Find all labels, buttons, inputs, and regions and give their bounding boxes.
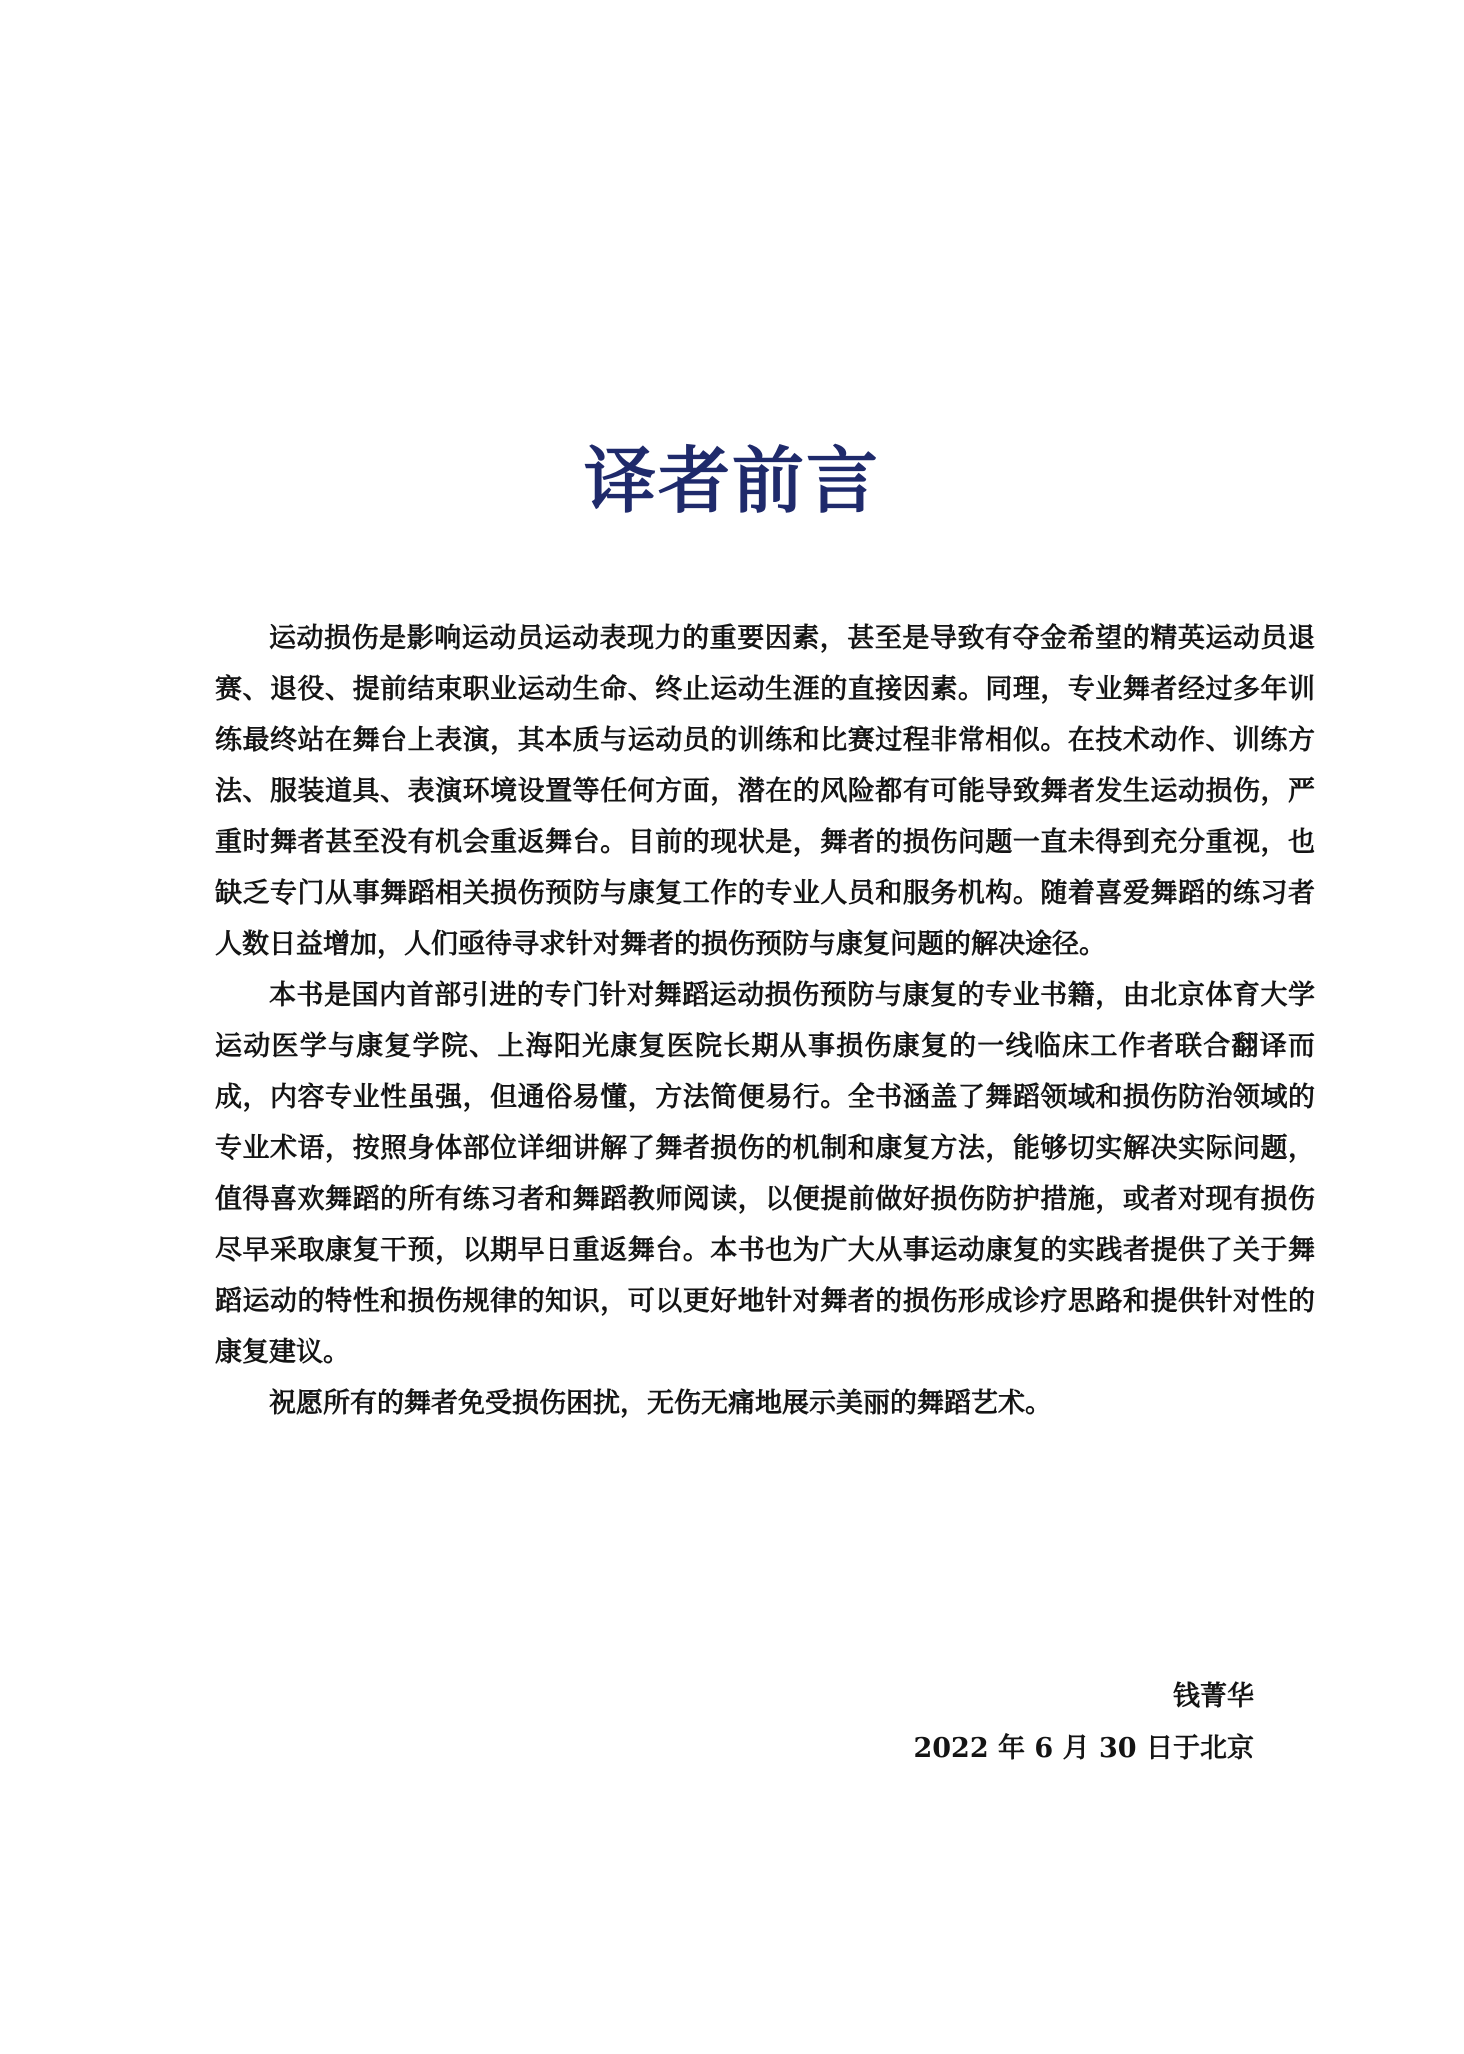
preface-body — [215, 613, 1315, 1429]
signature-date: 2022 年 6 月 30 日于北京 — [913, 1733, 1254, 1764]
translator-name: 钱菁华 — [1173, 1681, 1254, 1712]
page-title: 译者前言 — [583, 439, 880, 524]
paragraph: 祝愿所有的舞者免受损伤困扰，无伤无痛地展示美丽的舞蹈艺术。 — [269, 1388, 1052, 1419]
paragraph: 本书是国内首部引进的专门针对舞蹈运动损伤预防与康复的专业书籍，由北京体育大学运动医学与康复学院、上海阳光康复医院长期从事损伤康复的一线临床工作者联合翻译而成，内容专业性虽强，但通俗易懂，方法简便易行。全书涵盖了舞蹈领域和损伤防治领域的专业术语，按照身体部位详细讲解了舞者损伤的机制和康复方法，能够切实解决实际问题，值得喜欢舞蹈的所有练习者和舞蹈教师阅读，以便提前做好损伤防护措施，或者对现有损伤尽早采取康复干预，以期早日重返舞台。本书也为广大从事运动康复的实践者提供了关于舞蹈运动的特性和损伤规律的知识，可以更好地针对舞者的损伤形成诊疗思路和提供针对性的康复建议。 — [215, 980, 1315, 1368]
signature-block — [913, 1671, 1254, 1775]
paragraph: 运动损伤是影响运动员运动表现力的重要因素，甚至是导致有夺金希望的精英运动员退赛、退役、提前结束职业运动生命、终止运动生涯的直接因素。同理，专业舞者经过多年训练最终站在舞台上表演，其本质与运动员的训练和比赛过程非常相似。在技术动作、训练方法、服装道具、表演环境设置等任何方面，潜在的风险都有可能导致舞者发生运动损伤，严重时舞者甚至没有机会重返舞台。目前的现状是，舞者的损伤问题一直未得到充分重视，也缺乏专门从事舞蹈相关损伤预防与康复工作的专业人员和服务机构。随着喜爱舞蹈的练习者人数日益增加，人们亟待寻求针对舞者的损伤预防与康复问题的解决途径。 — [215, 623, 1315, 960]
